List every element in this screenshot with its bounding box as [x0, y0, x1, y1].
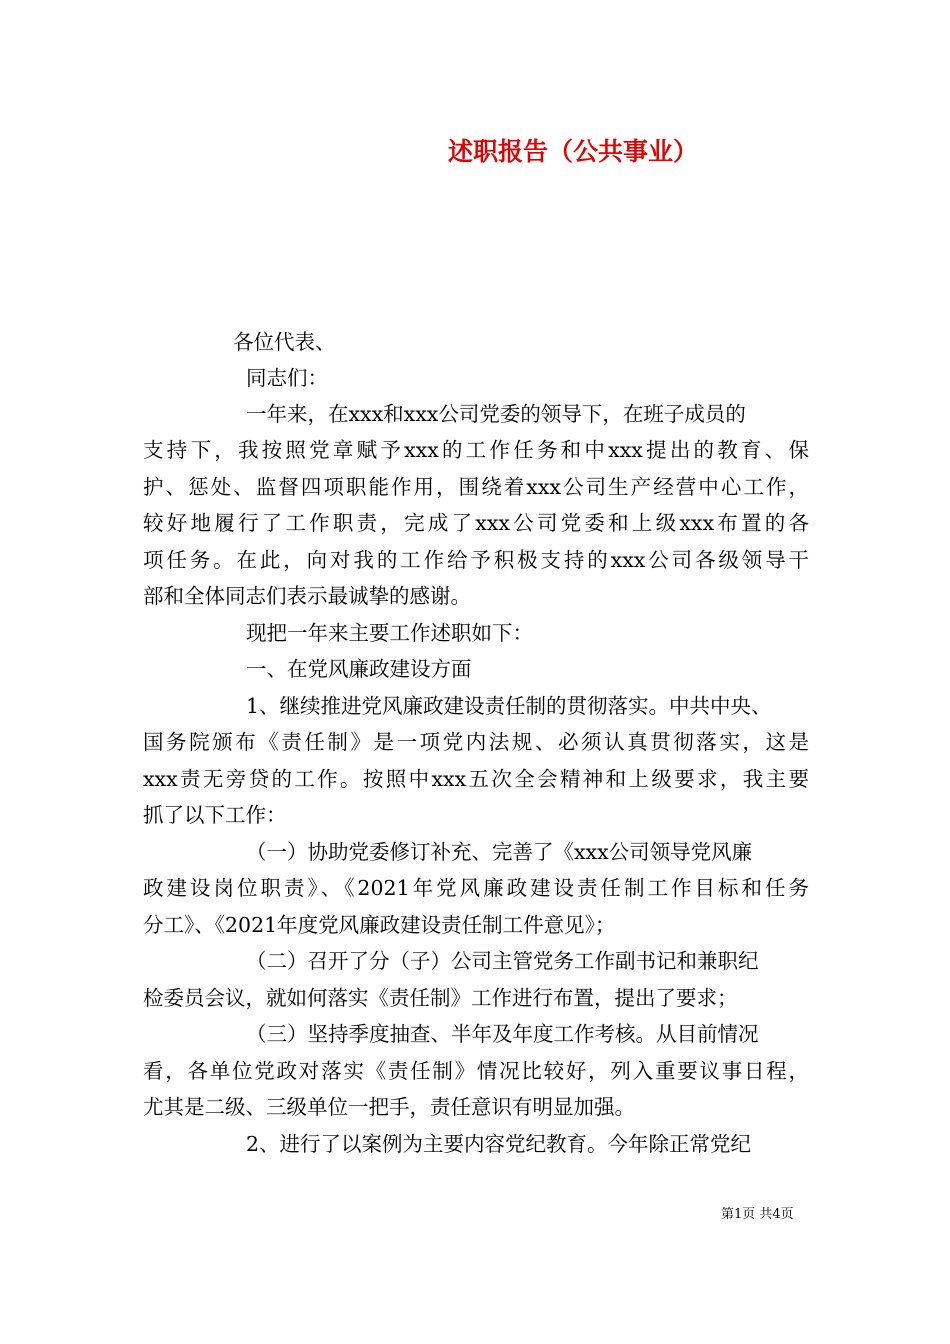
salutation-line-1: 各位代表、 [233, 330, 336, 354]
body-line: 较好地履行了工作职责，完成了xxx公司党委和上级xxx布置的各 [143, 511, 809, 535]
body-line: 尤其是二级、三级单位一把手，责任意识有明显加强。 [143, 1095, 635, 1119]
body-line: 2、进行了以案例为主要内容党纪教育。今年除正常党纪 [246, 1132, 752, 1156]
body-line: 检委员会议，就如何落实《责任制》工作进行布置，提出了要求； [143, 986, 738, 1010]
body-line: 项任务。在此，向对我的工作给予积极支持的xxx公司各级领导干 [143, 548, 809, 572]
body-line: 国务院颁布《责任制》是一项党内法规、必须认真贯彻落实，这是 [143, 730, 809, 754]
body-line: 支持下，我按照党章赋予xxx的工作任务和中xxx提出的教育、保 [143, 438, 809, 462]
body-line: 抓了以下工作： [143, 803, 287, 827]
body-line: 一年来，在xxx和xxx公司党委的领导下，在班子成员的 [246, 402, 746, 426]
body-line: xxx责无旁贷的工作。按照中xxx五次全会精神和上级要求，我主要 [143, 767, 809, 791]
section-heading: 一、在党风廉政建设方面 [246, 657, 472, 681]
body-line: （二）召开了分（子）公司主管党务工作副书记和兼职纪 [246, 949, 759, 973]
body-line: 看，各单位党政对落实《责任制》情况比较好，列入重要议事日程， [143, 1059, 809, 1083]
body-line: （三）坚持季度抽查、半年及年度工作考核。从目前情况 [246, 1022, 759, 1046]
body-line: 政建设岗位职责》、《2021年党风廉政建设责任制工作目标和任务 [143, 876, 809, 900]
document-title: 述职报告（公共事业） [448, 137, 699, 166]
body-line: 现把一年来主要工作述职如下： [246, 621, 533, 645]
page-number: 第1页 共4页 [721, 1207, 794, 1222]
body-line: 护、惩处、监督四项职能作用，围绕着xxx公司生产经营中心工作， [143, 475, 809, 499]
salutation-line-2: 同志们： [246, 366, 328, 390]
body-line: （一）协助党委修订补充、完善了《xxx公司领导党风廉 [246, 840, 753, 864]
body-line: 分工》、《2021年度党风廉政建设责任制工件意见》； [143, 913, 616, 937]
body-line: 部和全体同志们表示最诚挚的感谢。 [143, 584, 471, 608]
body-line: 1、继续推进党风廉政建设责任制的贯彻落实。中共中央、 [246, 694, 772, 718]
